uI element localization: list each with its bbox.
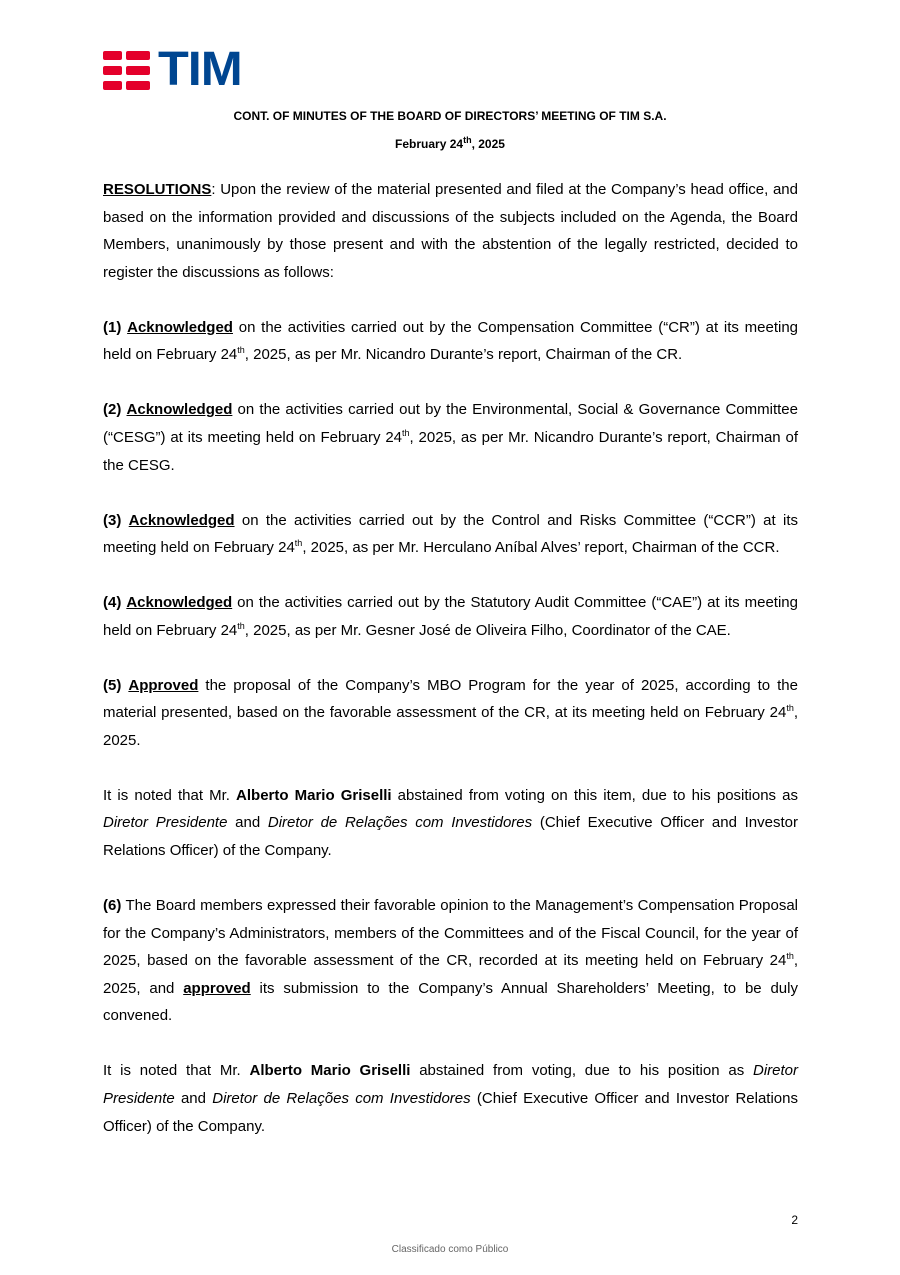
classification-footer: Classificado como Público bbox=[391, 1244, 509, 1255]
page-number: 2 bbox=[791, 1213, 798, 1227]
abstention-note-2: It is noted that Mr. Alberto Mario Griselli abstained from voting, due to his position as Diretor Presidente and Diretor de Relações com Investidores (Chief Executive Officer and Investor Relations Officer) of the Company. bbox=[103, 1062, 798, 1135]
document-title: CONT. OF MINUTES OF THE BOARD OF DIRECTORS’ MEETING OF TIM S.A. bbox=[233, 109, 667, 123]
document-body bbox=[103, 176, 798, 1168]
resolution-item-6: (6) The Board members expressed their favorable opinion to the Management’s Compensation Proposal for the Company’s Administrators, members of the Committees and of the Fiscal Council, for the year of 2025, based on the favorable assessment of the CR, recorded at its meeting held on February 24th, 2025, and approved its submission to the Company’s Annual Shareholders’ Meeting, to be duly convened. bbox=[103, 897, 798, 1025]
resolution-item-2: (2) Acknowledged on the activities carried out by the Environmental, Social & Governance Committee (“CESG”) at its meeting held on February 24th, 2025, as per Mr. Nicandro Durante’s report, Chairman of the CESG. bbox=[103, 401, 799, 474]
resolution-item-1: (1) Acknowledged on the activities carried out by the Compensation Committee (“CR”) at its meeting held on February 24th, 2025, as per Mr. Nicandro Durante’s report, Chairman of the CR. bbox=[103, 318, 799, 364]
tim-logo bbox=[103, 43, 242, 96]
resolution-item-5: (5) Approved the proposal of the Company’s MBO Program for the year of 2025, according to the material presented, based on the favorable assessment of the CR, at its meeting held on February 24th, 2025. bbox=[103, 676, 798, 749]
document-date: February 24th, 2025 bbox=[395, 135, 505, 151]
resolutions-paragraph: RESOLUTIONS: Upon the review of the material presented and filed at the Company’s head office, and based on the information provided and discussions of the subjects included on the Agenda, the Board Members, unanimously by those present and with the abstention of the legally restricted, decided to register the discussions as follows: bbox=[103, 181, 798, 281]
resolutions-label: RESOLUTIONS bbox=[103, 181, 212, 198]
tim-logo-mark-icon bbox=[103, 51, 150, 90]
resolution-item-4: (4) Acknowledged on the activities carried out by the Statutory Audit Committee (“CAE”) at its meeting held on February 24th, 2025, as per Mr. Gesner José de Oliveira Filho, Coordinator of the CAE. bbox=[103, 594, 798, 639]
abstention-note-1: It is noted that Mr. Alberto Mario Griselli abstained from voting on this item, due to his positions as Diretor Presidente and Diretor de Relações com Investidores (Chief Executive Officer and Investor Relations Officer) of the Company. bbox=[103, 786, 798, 860]
tim-logo-text: TIM bbox=[158, 43, 242, 96]
resolution-item-3: (3) Acknowledged on the activities carried out by the Control and Risks Committee (“CCR”) at its meeting held on February 24th, 2025, as per Mr. Herculano Aníbal Alves’ report, Chairman of the CCR. bbox=[103, 511, 798, 557]
